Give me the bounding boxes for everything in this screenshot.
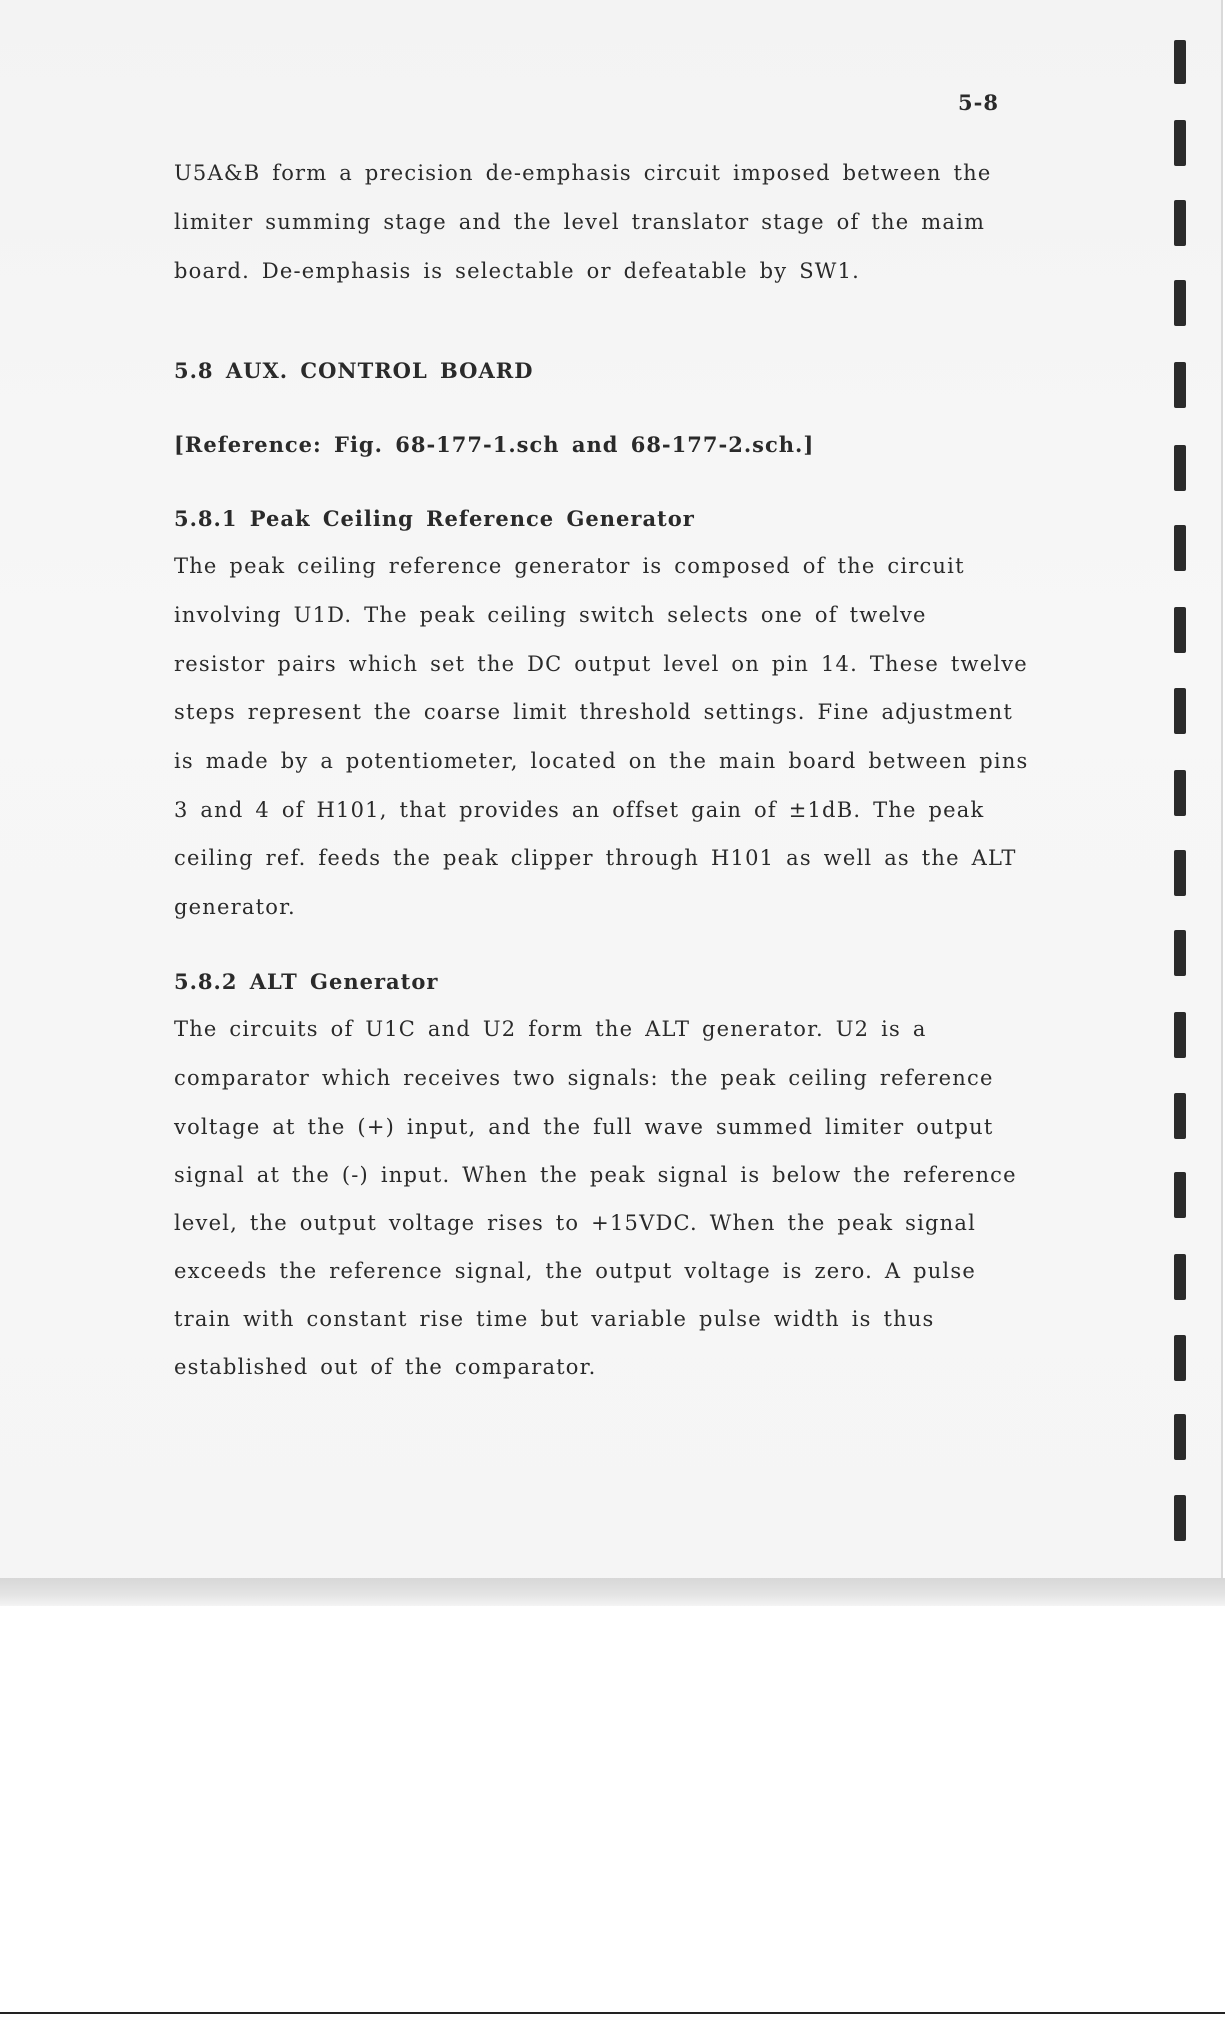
- intro-line: limiter summing stage and the level translator stage of the maim: [174, 210, 986, 234]
- margin-binding-mark: [1174, 280, 1186, 326]
- paragraph-line: is made by a potentiometer, located on the main board between pins: [174, 749, 1029, 773]
- margin-binding-mark: [1174, 930, 1186, 976]
- margin-binding-mark: [1174, 770, 1186, 816]
- margin-binding-mark: [1174, 40, 1186, 84]
- margin-binding-mark: [1174, 362, 1186, 408]
- paragraph-line: generator.: [174, 895, 296, 919]
- paragraph-line: ceiling ref. feeds the peak clipper through H101 as well as the ALT: [174, 846, 1017, 870]
- margin-binding-mark: [1174, 850, 1186, 896]
- margin-binding-mark: [1174, 1335, 1186, 1381]
- paragraph-line: resistor pairs which set the DC output level on pin 14. These twelve: [174, 652, 1028, 676]
- margin-binding-mark: [1174, 1093, 1186, 1139]
- bottom-rule: [0, 2012, 1225, 2014]
- page-number: 5-8: [958, 90, 999, 115]
- reference-line: [Reference: Fig. 68-177-1.sch and 68-177-2.sch.]: [174, 432, 815, 457]
- paragraph-line: train with constant rise time but variable pulse width is thus: [174, 1307, 935, 1331]
- page-edge-shadow: [0, 1578, 1225, 1606]
- paragraph-line: involving U1D. The peak ceiling switch selects one of twelve: [174, 603, 927, 627]
- section-heading-5-8-1: 5.8.1 Peak Ceiling Reference Generator: [174, 506, 695, 531]
- paragraph-line: steps represent the coarse limit threshold settings. Fine adjustment: [174, 700, 1013, 724]
- intro-line: board. De-emphasis is selectable or defeatable by SW1.: [174, 259, 861, 283]
- margin-binding-mark: [1174, 607, 1186, 653]
- paragraph-line: The circuits of U1C and U2 form the ALT generator. U2 is a: [174, 1017, 927, 1041]
- paragraph-line: exceeds the reference signal, the output voltage is zero. A pulse: [174, 1259, 976, 1283]
- margin-binding-mark: [1174, 525, 1186, 571]
- paragraph-line: 3 and 4 of H101, that provides an offset gain of ±1dB. The peak: [174, 798, 985, 822]
- paragraph-line: The peak ceiling reference generator is composed of the circuit: [174, 554, 965, 578]
- margin-binding-mark: [1174, 1172, 1186, 1218]
- margin-binding-mark: [1174, 1254, 1186, 1300]
- margin-binding-mark: [1174, 1495, 1186, 1541]
- paragraph-line: signal at the (-) input. When the peak signal is below the reference: [174, 1163, 1017, 1187]
- intro-line: U5A&B form a precision de-emphasis circuit imposed between the: [174, 161, 992, 185]
- section-heading-5-8-2: 5.8.2 ALT Generator: [174, 969, 439, 994]
- margin-binding-mark: [1174, 120, 1186, 166]
- paragraph-line: established out of the comparator.: [174, 1355, 597, 1379]
- paragraph-line: comparator which receives two signals: the peak ceiling reference: [174, 1066, 994, 1090]
- paragraph-line: level, the output voltage rises to +15VDC. When the peak signal: [174, 1211, 977, 1235]
- margin-binding-mark: [1174, 445, 1186, 491]
- margin-binding-mark: [1174, 1414, 1186, 1460]
- paragraph-line: voltage at the (+) input, and the full wave summed limiter output: [174, 1115, 994, 1139]
- margin-binding-mark: [1174, 688, 1186, 734]
- margin-binding-mark: [1174, 1012, 1186, 1058]
- section-heading-5-8: 5.8 AUX. CONTROL BOARD: [174, 358, 534, 383]
- margin-binding-mark: [1174, 200, 1186, 246]
